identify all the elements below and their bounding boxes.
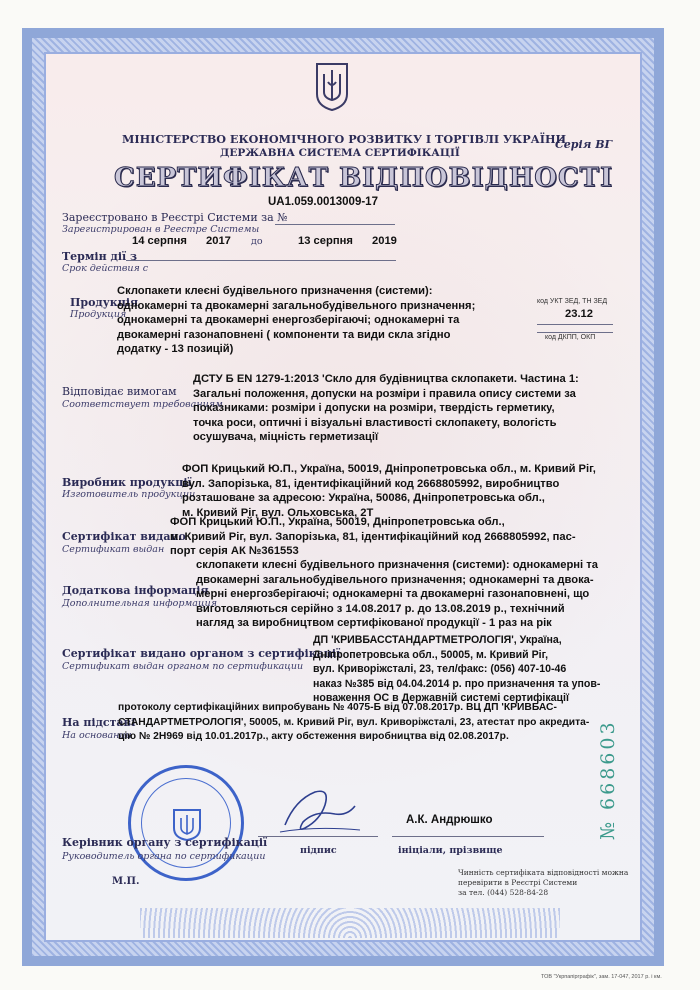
certification-body-line: новаження ОС в Державній системі сертифікації: [313, 692, 569, 704]
product-line: додатку - 13 позицій): [117, 343, 234, 355]
handwritten-signature-icon: [275, 780, 365, 840]
valid-from-date: 14 серпня: [132, 235, 187, 247]
term-label-ru: Срок действия с: [62, 263, 149, 274]
verification-note-line: перевірити в Реєстрі Системи: [458, 878, 578, 887]
product-line: Склопакети клеєні будівельного призначення (системи):: [117, 285, 433, 297]
term-label: Термін дії з: [62, 250, 138, 263]
certification-body-label-ru: Сертификат выдан органом по сертификации: [62, 661, 304, 672]
signatory-name: А.К. Андрюшко: [406, 814, 493, 826]
requirements-line: точка роси, оптичні і візуальні властивості склопакету, вологість: [193, 416, 557, 429]
ukt-code-label: код УКТ ЗЕД, ТН ЗЕД: [537, 298, 608, 305]
additional-info-line: склопакети клеєні будівельного призначення (системи): однокамерні та: [196, 559, 598, 571]
certificate-title: СЕРТИФІКАТ ВІДПОВІДНОСТІ: [114, 163, 614, 193]
basis-line: протоколу сертифікаційних випробувань № 4075-Б від 07.08.2017р. ВЦ ДП 'КРИВБАС-: [118, 702, 557, 713]
ministry-name: МІНІСТЕРСТВО ЕКОНОМІЧНОГО РОЗВИТКУ І ТОРГІВЛІ УКРАЇНИ: [122, 132, 567, 146]
basis-line: СТАНДАРТМЕТРОЛОГІЯ', 50005, м. Кривий Ріг, вул. Криворіжсталі, 23, атестат про акредита-: [118, 716, 590, 728]
registry-label: Зареєстровано в Реєстрі Системи за №: [62, 211, 288, 224]
manufacturer-text: [182, 462, 596, 520]
product-label-ru: Продукция: [70, 309, 127, 320]
product-label: Продукція: [70, 296, 139, 309]
product-text: [117, 284, 475, 357]
bottom-ornament: [140, 908, 560, 938]
additional-info-label: Додаткова інформація: [62, 584, 209, 597]
requirements-label: Відповідає вимогам: [62, 385, 177, 398]
manufacturer-line: вул. Запорізька, 81, ідентифікаційний код 2668805992, виробництво: [182, 477, 560, 490]
dkpp-code-label: код ДКПП, ОКП: [545, 334, 596, 341]
initials-underline: [392, 836, 544, 837]
certification-body-text: [313, 633, 600, 706]
requirements-line: осушувача, міцність герметизації: [193, 431, 379, 443]
basis-text: [118, 701, 589, 745]
certification-body-label: Сертифікат видано органом з сертифікації: [62, 647, 341, 660]
dkpp-code-underline: [537, 332, 613, 333]
manufacturer-label: Виробник продукції: [62, 476, 192, 489]
issued-to-label-ru: Сертификат выдан: [62, 544, 165, 555]
product-line: однокамерні та двокамерні енергозберігаючі; однокамерні та: [117, 314, 460, 326]
verification-note-line: Чинність сертифіката відповідності можна: [458, 868, 629, 877]
trident-coat-of-arms-icon: [315, 62, 349, 112]
basis-line: цію № 2Н969 від 10.01.2017р., акту обстеження виробництва від 02.08.2017р.: [118, 731, 509, 742]
manufacturer-label-ru: Изготовитель продукции: [62, 489, 196, 500]
additional-info-text: [196, 558, 598, 631]
series-label: Серія ВГ: [555, 138, 613, 151]
manufacturer-line: м. Кривий Ріг, вул. Ольховська, 2Т: [182, 506, 374, 519]
requirements-line: показниками: розміри і допуски на розміри, твердість герметику,: [193, 402, 555, 414]
additional-info-line: двокамерні загальнобудівельного призначення; однокамерні та двока-: [196, 573, 594, 586]
certification-system: ДЕРЖАВНА СИСТЕМА СЕРТИФІКАЦІЇ: [220, 147, 460, 159]
manufacturer-line: ФОП Крицький Ю.П., Україна, 50019, Дніпропетровська обл., м. Кривий Ріг,: [182, 463, 596, 475]
issued-to-line: ФОП Крицький Ю.П., Україна, 50019, Дніпропетровська обл.,: [170, 516, 505, 528]
product-line: однокамерні та двокамерні загальнобудівельного призначення;: [117, 299, 476, 312]
serial-number: № 668603: [597, 719, 619, 840]
signature-underline: [258, 836, 378, 837]
basis-label-ru: На основании: [62, 730, 132, 741]
certificate-number: UA1.059.0013009-17: [268, 196, 378, 208]
valid-from-year: 2017: [206, 235, 231, 247]
term-underline: [126, 260, 396, 261]
registry-label-ru: Зарегистрирован в Реестре Системы: [62, 224, 260, 235]
requirements-line: ДСТУ Б EN 1279-1:2013 'Скло для будівництва склопакети. Частина 1:: [193, 373, 579, 385]
requirements-line: Загальні положення, допуски на розміри і правила опису системи за: [193, 387, 576, 400]
basis-label: На підставі: [62, 716, 136, 729]
issued-to-text: [170, 515, 576, 559]
additional-info-line: нагляд за виробництвом сертифікованої продукції - 1 раз на рік: [196, 617, 552, 629]
verification-note-line: за тел. (044) 528-84-28: [458, 888, 549, 897]
registry-underline: [275, 224, 395, 225]
to-word: до: [251, 236, 263, 247]
printer-imprint: ТОВ "Укрпапірграфік", зам. 17-047, 2017 р. і км.: [541, 974, 662, 980]
head-label-ru: Руководитель органа по сертификации: [62, 851, 266, 862]
certification-body-line: вул. Криворіжсталі, 23, тел/факс: (056) 407-10-46: [313, 663, 567, 675]
certification-body-line: ДП 'КРИВБАССТАНДАРТМЕТРОЛОГІЯ', Україна,: [313, 634, 562, 646]
signature-caption: підпис: [300, 845, 337, 856]
ukt-code-underline: [537, 324, 613, 325]
product-line: двокамерні газонаповнені ( компоненти та види скла згідно: [117, 328, 451, 341]
issued-to-label: Сертифікат видано: [62, 530, 186, 543]
additional-info-line: виготовляються серійно з 14.08.2017 р. до 13.08.2019 р., технічний: [196, 602, 565, 615]
certification-body-line: наказ №385 від 04.04.2014 р. про призначення та упов-: [313, 677, 601, 690]
additional-info-line: мерні енергозберігаючі; однокамерні та двокамерні газонаповнені, що: [196, 588, 590, 600]
valid-to-year: 2019: [372, 235, 397, 247]
initials-caption: ініціали, прізвище: [398, 845, 503, 856]
requirements-text: [193, 372, 579, 445]
ukt-code-value: 23.12: [565, 308, 593, 320]
manufacturer-line: розташоване за адресою: Україна, 50086, Дніпропетровська обл.,: [182, 492, 545, 504]
requirements-label-ru: Соответствует требованиям: [62, 399, 223, 410]
valid-to-date: 13 серпня: [298, 235, 353, 247]
seal-place-mark: М.П.: [112, 876, 140, 887]
head-label: Керівник органу з сертифікації: [62, 836, 268, 849]
issued-to-line: порт серія АК №361553: [170, 545, 299, 557]
verification-note: [458, 868, 628, 898]
additional-info-label-ru: Дополнительная информация: [62, 598, 217, 609]
issued-to-line: м. Кривий Ріг, вул. Запорізька, 81, ідентифікаційний код 2668805992, пас-: [170, 530, 576, 543]
certification-body-line: Дніпропетровська обл., 50005, м. Кривий Ріг,: [313, 648, 549, 661]
